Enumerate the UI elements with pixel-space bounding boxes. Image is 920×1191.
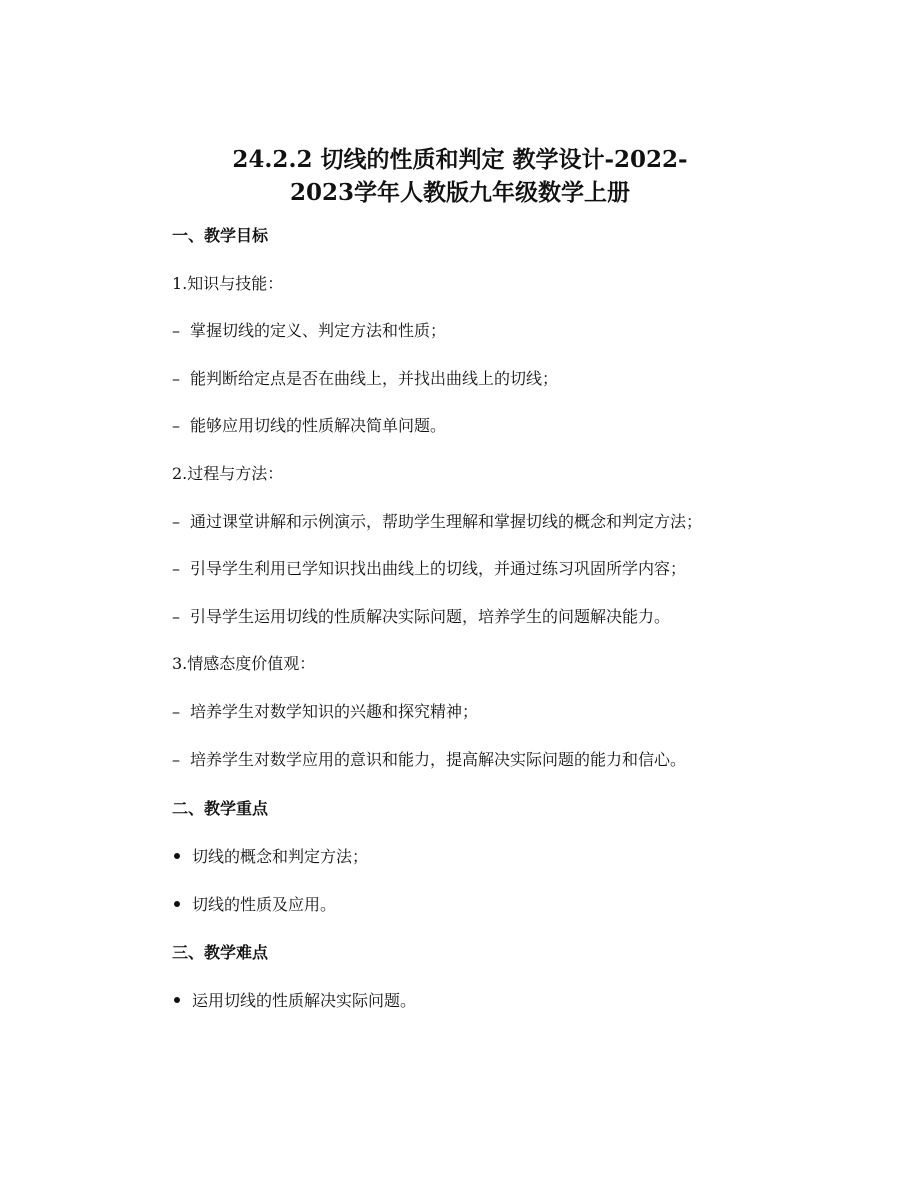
dash-marker: – bbox=[172, 369, 180, 388]
section-heading-objectives: 一、教学目标 bbox=[172, 226, 269, 245]
section-heading-key-points: 二、教学重点 bbox=[172, 799, 269, 818]
list-item-text: 掌握切线的定义、判定方法和性质； bbox=[190, 321, 447, 340]
bullet-item-text: 切线的概念和判定方法； bbox=[192, 847, 369, 866]
list-item bbox=[172, 702, 478, 722]
dash-marker: – bbox=[172, 512, 180, 531]
list-item-text: 引导学生利用已学知识找出曲线上的切线，并通过练习巩固所学内容； bbox=[190, 559, 687, 578]
list-item-text: 引导学生运用切线的性质解决实际问题，培养学生的问题解决能力。 bbox=[190, 607, 671, 626]
bullet-item bbox=[172, 847, 368, 867]
bullet-item-text: 切线的性质及应用。 bbox=[192, 895, 337, 914]
dash-marker: – bbox=[172, 321, 180, 340]
bullet-item-text: 运用切线的性质解决实际问题。 bbox=[192, 991, 417, 1010]
dash-marker: – bbox=[172, 416, 180, 435]
title-line-1: 24.2.2 切线的性质和判定 教学设计-2022- bbox=[232, 146, 688, 173]
document-title bbox=[0, 143, 920, 209]
list-item bbox=[172, 607, 670, 627]
subsection-label-knowledge: 1.知识与技能： bbox=[172, 274, 284, 293]
list-item-text: 培养学生对数学知识的兴趣和探究精神； bbox=[190, 702, 479, 721]
list-item-text: 能判断给定点是否在曲线上，并找出曲线上的切线； bbox=[190, 369, 559, 388]
list-item bbox=[172, 559, 686, 579]
list-item-text: 培养学生对数学应用的意识和能力，提高解决实际问题的能力和信心。 bbox=[190, 750, 687, 769]
bullet-item bbox=[172, 895, 336, 915]
list-item bbox=[172, 512, 702, 532]
bullet-icon bbox=[174, 997, 180, 1003]
bullet-icon bbox=[174, 901, 180, 907]
bullet-icon bbox=[174, 853, 180, 859]
dash-marker: – bbox=[172, 559, 180, 578]
bullet-item bbox=[172, 991, 416, 1011]
dash-marker: – bbox=[172, 702, 180, 721]
list-item bbox=[172, 416, 446, 436]
subsection-label-attitude: 3.情感态度价值观： bbox=[172, 654, 316, 673]
list-item bbox=[172, 321, 446, 341]
list-item bbox=[172, 369, 558, 389]
list-item-text: 通过课堂讲解和示例演示，帮助学生理解和掌握切线的概念和判定方法； bbox=[190, 512, 703, 531]
dash-marker: – bbox=[172, 750, 180, 769]
subsection-label-process: 2.过程与方法： bbox=[172, 464, 284, 483]
list-item bbox=[172, 750, 686, 770]
list-item-text: 能够应用切线的性质解决简单问题。 bbox=[190, 416, 447, 435]
title-line-2: 2023学年人教版九年级数学上册 bbox=[289, 179, 630, 206]
dash-marker: – bbox=[172, 607, 180, 626]
section-heading-difficulties: 三、教学难点 bbox=[172, 943, 269, 962]
